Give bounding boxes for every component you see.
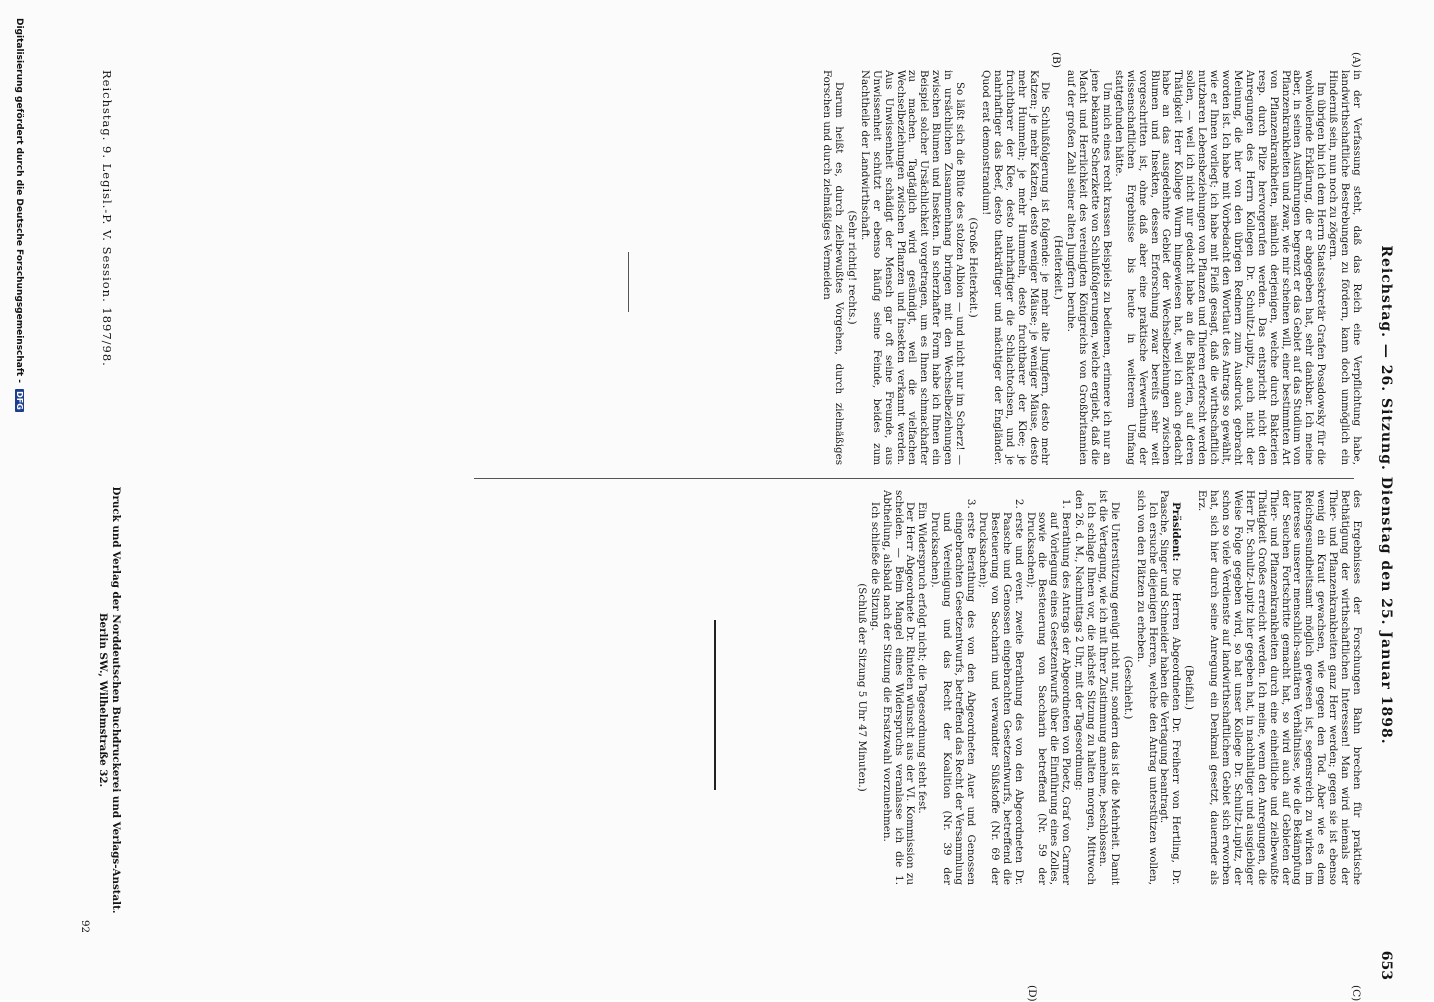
- dfg-logo: DFG: [15, 391, 24, 410]
- page-number: 653: [1378, 950, 1394, 980]
- paragraph: des Ergebnisses der Forschungen Bahn brechen für praktische Bethätigung der wirthschaftlichen Interessen! Man wird niemals der Thier- und Pflanzenkrankheiten ganz Herr werden; gegen sie ist ebenso wenig ein Kraut gewachsen, wie gegen den Tod. Aber wie es dem Reichsgesundheitsamt möglich gewesen ist, segensreich zu wirken im Interesse unserer menschlich-sanitären Verhältnisse, wie die Bekämpfung der Seuchen Fortschritte gemacht hat, so wird auch auf Gebieten der Thier- und Pflanzenkrankheiten durch eine einheitliche und zielbewußte Thätigkeit Großes erreicht werden. Ich meine, wenn den Anregungen, die Herr Dr. Schultz-Lupitz hier gegeben hat, in nachhaltiger und ausgiebiger Weise Folge gegeben wird, so hat unser Kollege Dr. Schultz-Lupitz, der schon so viele Verdienste auf landwirthschaftlichem Gebiet sich erworben hat, sich hier durch seine Anregung ein Denkmal gesetzt, dauernder als Erz.: [1196, 490, 1363, 885]
- interjection: (Geschieht.): [1121, 655, 1134, 720]
- paragraph: Ich schlage Ihnen vor, die nächste Sitzung zu halten morgen, Mittwoch den 26. d. M., Nachmittags 2 Uhr, mit der Tagesordnung:: [1073, 490, 1098, 885]
- session-footer: Reichstag. 9. Legisl.-P. V. Session. 1897/98.: [100, 70, 114, 367]
- paragraph: Der Herr Abgeordnete Dr. Rintelen wünscht aus der VI. Kommission zu scheiden. — Beim Mangel eines Widerspruchs veranlasse ich die 1. Abtheilung, alsbald nach der Sitzung die Ersatzwahl vorzunehmen.: [880, 490, 917, 885]
- printer-address: Berlin SW., Wilhelmstraße 32.: [97, 612, 109, 788]
- agenda-item: 3. erste Berathung des von den Abgeordneten Auer und Genossen eingebrachten Gesetzentwurfs, betreffend das Recht der Versammlung und Vereinigung und das Recht der Koalition (Nr. 39 der Drucksachen).: [928, 512, 976, 885]
- interjection: (Sehr richtig! rechts.): [845, 210, 858, 325]
- digitization-notice: [14, 18, 24, 412]
- paragraph: Im übrigen bin ich dem Herrn Staatssekretär Grafen Posadowsky für die wohlwollende Erklärung, die er abgegeben hat, sehr dankbar. Ich meine aber, in seinen Ausführungen begrenzt er das Gebiet auf das Studium von Pflanzenkrankheiten und zwar, wie mir scheinen will, einer bestimmten Art von Pflanzenkrankheiten, nämlich derjenigen, welche durch Bakterien resp. durch Pilze hervorgerufen werden. Das entspricht nicht den Anregungen des Herrn Kollegen Dr. Schultz-Lupitz, auch nicht der Meinung, die hier von den übrigen Rednern zum Ausdruck gebracht worden ist. Ich habe mit Vorbedacht den Wortlaut des Antrags so gewählt, wie er Ihnen vorliegt; ich habe mit Fleiß gesagt, daß die wirthschaftlich nutzbaren Lebensbeziehungen von Pflanzen und Thieren erforscht werden sollen, — weil ich nicht nur gedacht habe an die Bakterien, auf deren Thätigkeit Herr Kollege Wurm hingewiesen hat, weil ich auch gedacht habe an das ausgedehnte Gebiet der Wechselbeziehungen zwischen Blumen und Insekten, dessen Erforschung zwar bereits sehr weit vorgeschritten ist, ohne daß aber eine praktische Verwerthung der wissenschaftlichen Ergebnisse bis heute in weiterem Umfang stattgefunden hätte.: [1112, 70, 1328, 465]
- interjection: (Große Heiterkeit.): [967, 217, 979, 318]
- paragraph: Ich schließe die Sitzung.: [868, 502, 881, 631]
- paragraph: in der Verfassung steht, daß das Reich eine Verpflichtung habe, landwirthschaftliche Bestrebungen zu fördern, kann doch unmöglich ein Hinderniß sein, nun noch zu zögern.: [1327, 70, 1363, 465]
- speaker-label: Präsident:: [1170, 502, 1183, 562]
- session-closing: (Schluß der Sitzung 5 Uhr 47 Minuten.): [855, 583, 868, 792]
- speech-text: Die Herren Abgeordneten Dr. Freiherr von Hertling, Dr. Paasche, Singer und Schneider haben die Vertagung beantragt.: [1158, 490, 1183, 885]
- page-header: [1368, 70, 1394, 980]
- printer-line: Druck und Verlag der Norddeutschen Buchdruckerei und Verlags-Anstalt.: [110, 486, 122, 914]
- left-column: [722, 70, 1362, 465]
- margin-marker-a: (A): [1350, 52, 1362, 68]
- margin-marker-c: (C): [1350, 985, 1362, 1002]
- paragraph: Darum heißt es, durch zielbewußtes Vorgehen, durch zielmäßiges Forschen und durch zielmäßiges Vermeiden: [821, 70, 846, 465]
- interjection: (Heiterkeit.): [1052, 235, 1065, 300]
- column-divider: [474, 478, 1354, 479]
- paragraph: So läßt sich die Blüte des stolzen Albion — und nicht nur im Scherz! — in ursächlichen Zusammenhang bringen mit den Wechselbeziehungen zwischen Blumen und Insekten. In scherzhafter Form habe ich Ihnen ein Beispiel solcher Ursächlichkeit vorgetragen, um es Ihnen schmackhafter zu machen. Tagtäglich wird gesündigt, weil die vielfachen Wechselbeziehungen zwischen Pflanzen und Insekten verkannt werden. Aus Unwissenheit schädigt der Mensch gar oft seine Freunde, aus Unwissenheit schützt er ebenso häufig seine Feinde, beides zum Nachtheile der Landwirthschaft.: [858, 70, 967, 465]
- agenda-item: 1. Berathung des Antrags der Abgeordneten von Ploetz, Graf von Carmer auf Vorlegung eines Gesetzentwurfs über die Einführung eines Zolles, sowie die Besteuerung von Saccharin betreffend (Nr. 59 der Drucksachen);: [1024, 512, 1072, 885]
- paragraph: [1158, 490, 1182, 885]
- paragraph: Ich ersuche diejenigen Herren, welche den Antrag unterstützen wollen, sich von den Plätzen zu erheben.: [1134, 490, 1159, 885]
- end-rule: [714, 620, 716, 790]
- margin-marker-b: (B): [1050, 52, 1062, 68]
- margin-marker-d: (D): [1026, 985, 1038, 1002]
- paragraph: Ein Widerspruch erfolgt nicht; die Tagesordnung steht fest.: [916, 502, 929, 814]
- agenda-item: 2. erste und event. zweite Berathung des von den Abgeordneten Dr. Paasche und Genossen eingebrachten Gesetzentwurfs, betreffend die Besteuerung von Saccharin und verwandter Süßstoffe (Nr. 69 der Drucksachen);: [976, 512, 1024, 885]
- interjection: (Beifall.): [1183, 665, 1196, 710]
- right-column: [855, 490, 1363, 885]
- paragraph: Die Schlußfolgerung ist folgende: je mehr alte Jungfern, desto mehr Katzen; je mehr Katzen, desto weniger Mäuse; je weniger Mäuse, desto mehr Hummeln; je mehr Hummeln, desto fruchtbarer der Klee; je fruchtbarer der Klee, desto nahrhaftiger die Schlachtochsen, und je nahrhaftiger das Beef, desto thatkräftiger und mächtiger der Engländer. Quod erat demonstrandum!: [979, 70, 1052, 465]
- agenda-list: [928, 490, 1071, 885]
- sheet-number: 92: [79, 920, 91, 934]
- header-title: Reichstag. — 26. Sitzung. Dienstag den 25. Januar 1898.: [1378, 245, 1394, 745]
- separator-rule: [628, 252, 629, 312]
- digitization-text: Digitalisierung gefördert durch die Deutsche Forschungsgemeinschaft -: [14, 18, 24, 383]
- paragraph: Um mich eines recht krassen Beispiels zu bedienen, erinnere ich nur an jene bekannte Scherzkette von Schlußfolgerungen, welche ergiebt, daß die Macht und Herrlichkeit des vereinigten Königreichs von Großbritannien auf der großen Zahl seiner alten Jungfern beruhe.: [1065, 70, 1113, 465]
- printer-imprint: [96, 420, 122, 980]
- paragraph: Die Unterstützung genügt nicht nur, sondern das ist die Mehrheit. Damit ist die Vertagung, wie ich mit Ihrer Zustimmung annehme, beschlossen.: [1096, 490, 1121, 885]
